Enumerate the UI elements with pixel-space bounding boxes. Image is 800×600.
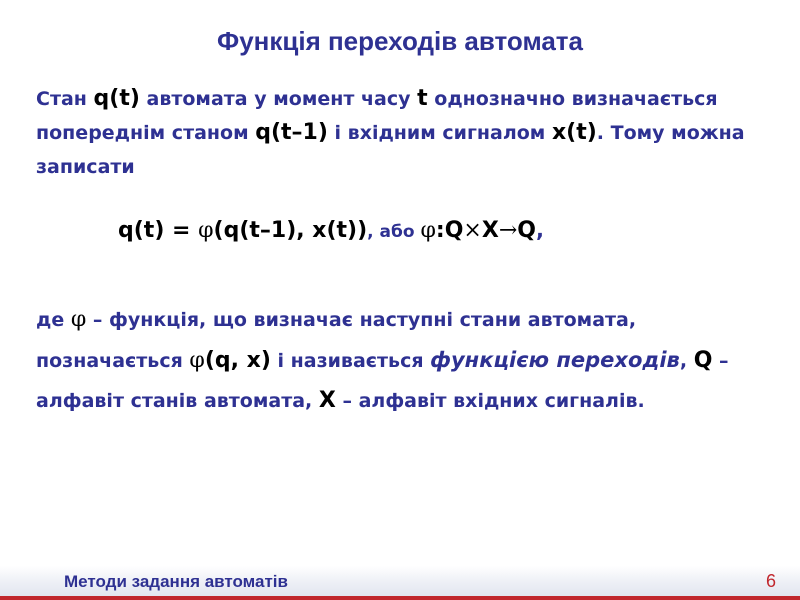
formula-domain-x: X bbox=[481, 218, 499, 243]
text: автомата у момент часу bbox=[139, 88, 418, 110]
footer-divider bbox=[0, 596, 800, 600]
math-x-t: x(t) bbox=[551, 120, 597, 145]
phi-symbol: φ bbox=[420, 218, 436, 243]
math-q-x: (q, x) bbox=[204, 348, 271, 373]
text: де bbox=[36, 309, 71, 331]
paragraph-phi-definition bbox=[36, 300, 766, 421]
arrow-symbol: → bbox=[498, 218, 518, 243]
formula-comma: , bbox=[535, 218, 544, 242]
phi-symbol: φ bbox=[198, 218, 214, 243]
text: однозначно визначається попереднім станом bbox=[36, 88, 718, 144]
math-t: t bbox=[417, 86, 428, 111]
slide-title: Функція переходів автомата bbox=[217, 26, 583, 56]
formula-args: (q(t–1), x(t)) bbox=[213, 218, 368, 243]
text: і називається bbox=[270, 350, 431, 372]
page-number: 6 bbox=[765, 571, 776, 591]
math-q-alphabet: Q bbox=[693, 348, 713, 373]
text: – алфавіт вхідних сигналів. bbox=[335, 390, 645, 412]
text: – функція, що визначає наступні стани автомата, позначається bbox=[36, 309, 637, 372]
term-transition-function: функцією переходів bbox=[430, 348, 680, 372]
text: – алфавіт станів автомата, bbox=[36, 350, 729, 412]
phi-symbol: φ bbox=[189, 348, 205, 373]
text: , bbox=[679, 350, 694, 372]
formula-codomain-q: Q bbox=[517, 218, 536, 243]
transition-formula bbox=[118, 218, 544, 243]
math-q-t: q(t) bbox=[93, 86, 140, 111]
math-q-t-1: q(t–1) bbox=[255, 120, 328, 145]
phi-symbol: φ bbox=[70, 307, 87, 332]
text: . Тому можна записати bbox=[36, 122, 745, 178]
formula-or: , або bbox=[367, 222, 421, 242]
text: і вхідним сигналом bbox=[327, 122, 552, 144]
math-x-alphabet: X bbox=[318, 388, 336, 413]
times-symbol: × bbox=[463, 218, 482, 243]
paragraph-state-definition bbox=[36, 82, 766, 184]
text: Стан bbox=[36, 88, 94, 110]
formula-domain-q: :Q bbox=[435, 218, 464, 243]
formula-lhs: q(t) = bbox=[118, 218, 199, 243]
footer-title: Методи задання автоматів bbox=[64, 572, 288, 591]
